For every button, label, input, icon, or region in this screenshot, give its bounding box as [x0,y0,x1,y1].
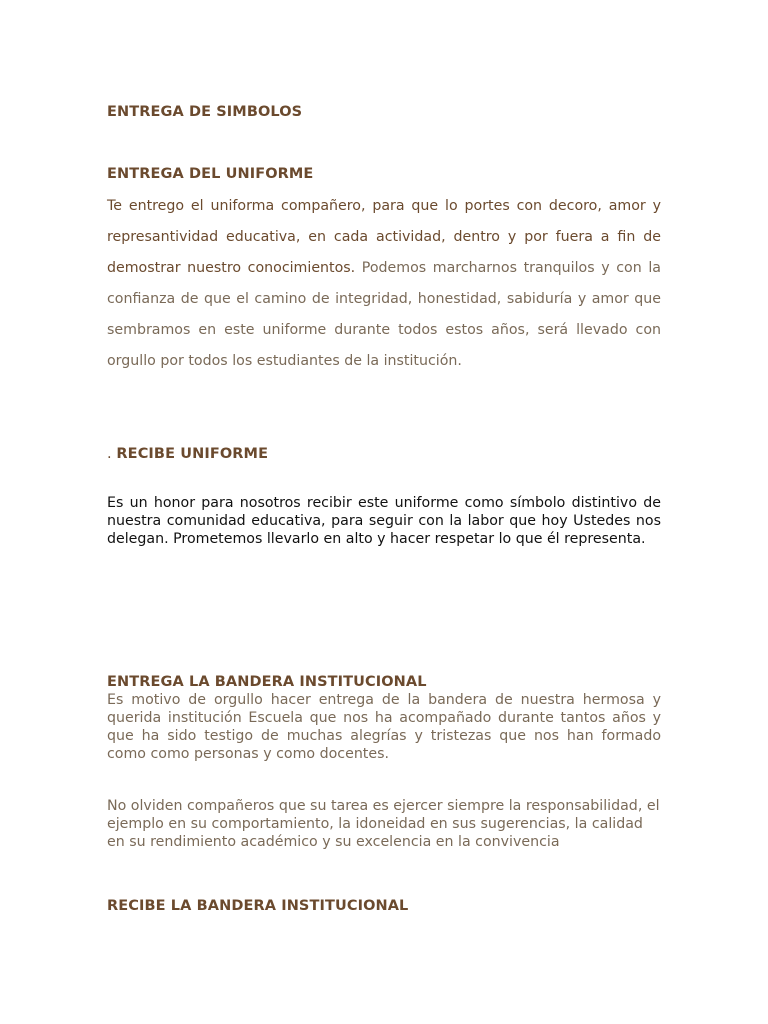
receive-flag-heading: RECIBE LA BANDERA INSTITUCIONAL [107,898,409,914]
flag-paragraph: Es motivo de orgullo hacer entrega de la bandera de nuestra hermosa y querida institución Escuela que nos ha acompañado durante tantos años y que ha sido testigo de muchas alegrías y tristezas que nos han formado como como personas y como docentes. [107,692,661,762]
uniform-heading: ENTREGA DEL UNIFORME [107,166,314,182]
uniform-paragraph [107,191,661,377]
flag-paragraph-2: No olviden compañeros que su tarea es ejercer siempre la responsabilidad, el ejemplo en su comportamiento, la idoneidad en sus sugerencias, la calidad en su rendimiento académico y su excelencia en la convivencia [107,798,660,850]
receive-uniform-heading-line [107,446,268,462]
uniform-paragraph-a: Te entrego el uniforma compañero, para que lo portes con decoro, amor y represantividad educativa, en cada actividad, dentro y por fuera a fin de demostrar nuestro conocimientos. [107,198,661,276]
flag-heading: ENTREGA LA BANDERA INSTITUCIONAL [107,674,427,690]
receive-uniform-heading: RECIBE UNIFORME [116,446,269,462]
uniform-paragraph-b: Podemos marcharnos tranquilos y con la confianza de que el camino de integridad, honestidad, sabiduría y amor que sembramos en este uniforme durante todos estos años, será llevado con orgullo por todos los estudiantes de la institución. [107,260,661,369]
document-title: ENTREGA DE SIMBOLOS [107,104,303,120]
receive-uniform-prefix: . [107,446,117,462]
receive-uniform-paragraph: Es un honor para nosotros recibir este uniforme como símbolo distintivo de nuestra comunidad educativa, para seguir con la labor que hoy Ustedes nos delegan. Prometemos llevarlo en alto y hacer respetar lo que él representa. [107,495,661,547]
